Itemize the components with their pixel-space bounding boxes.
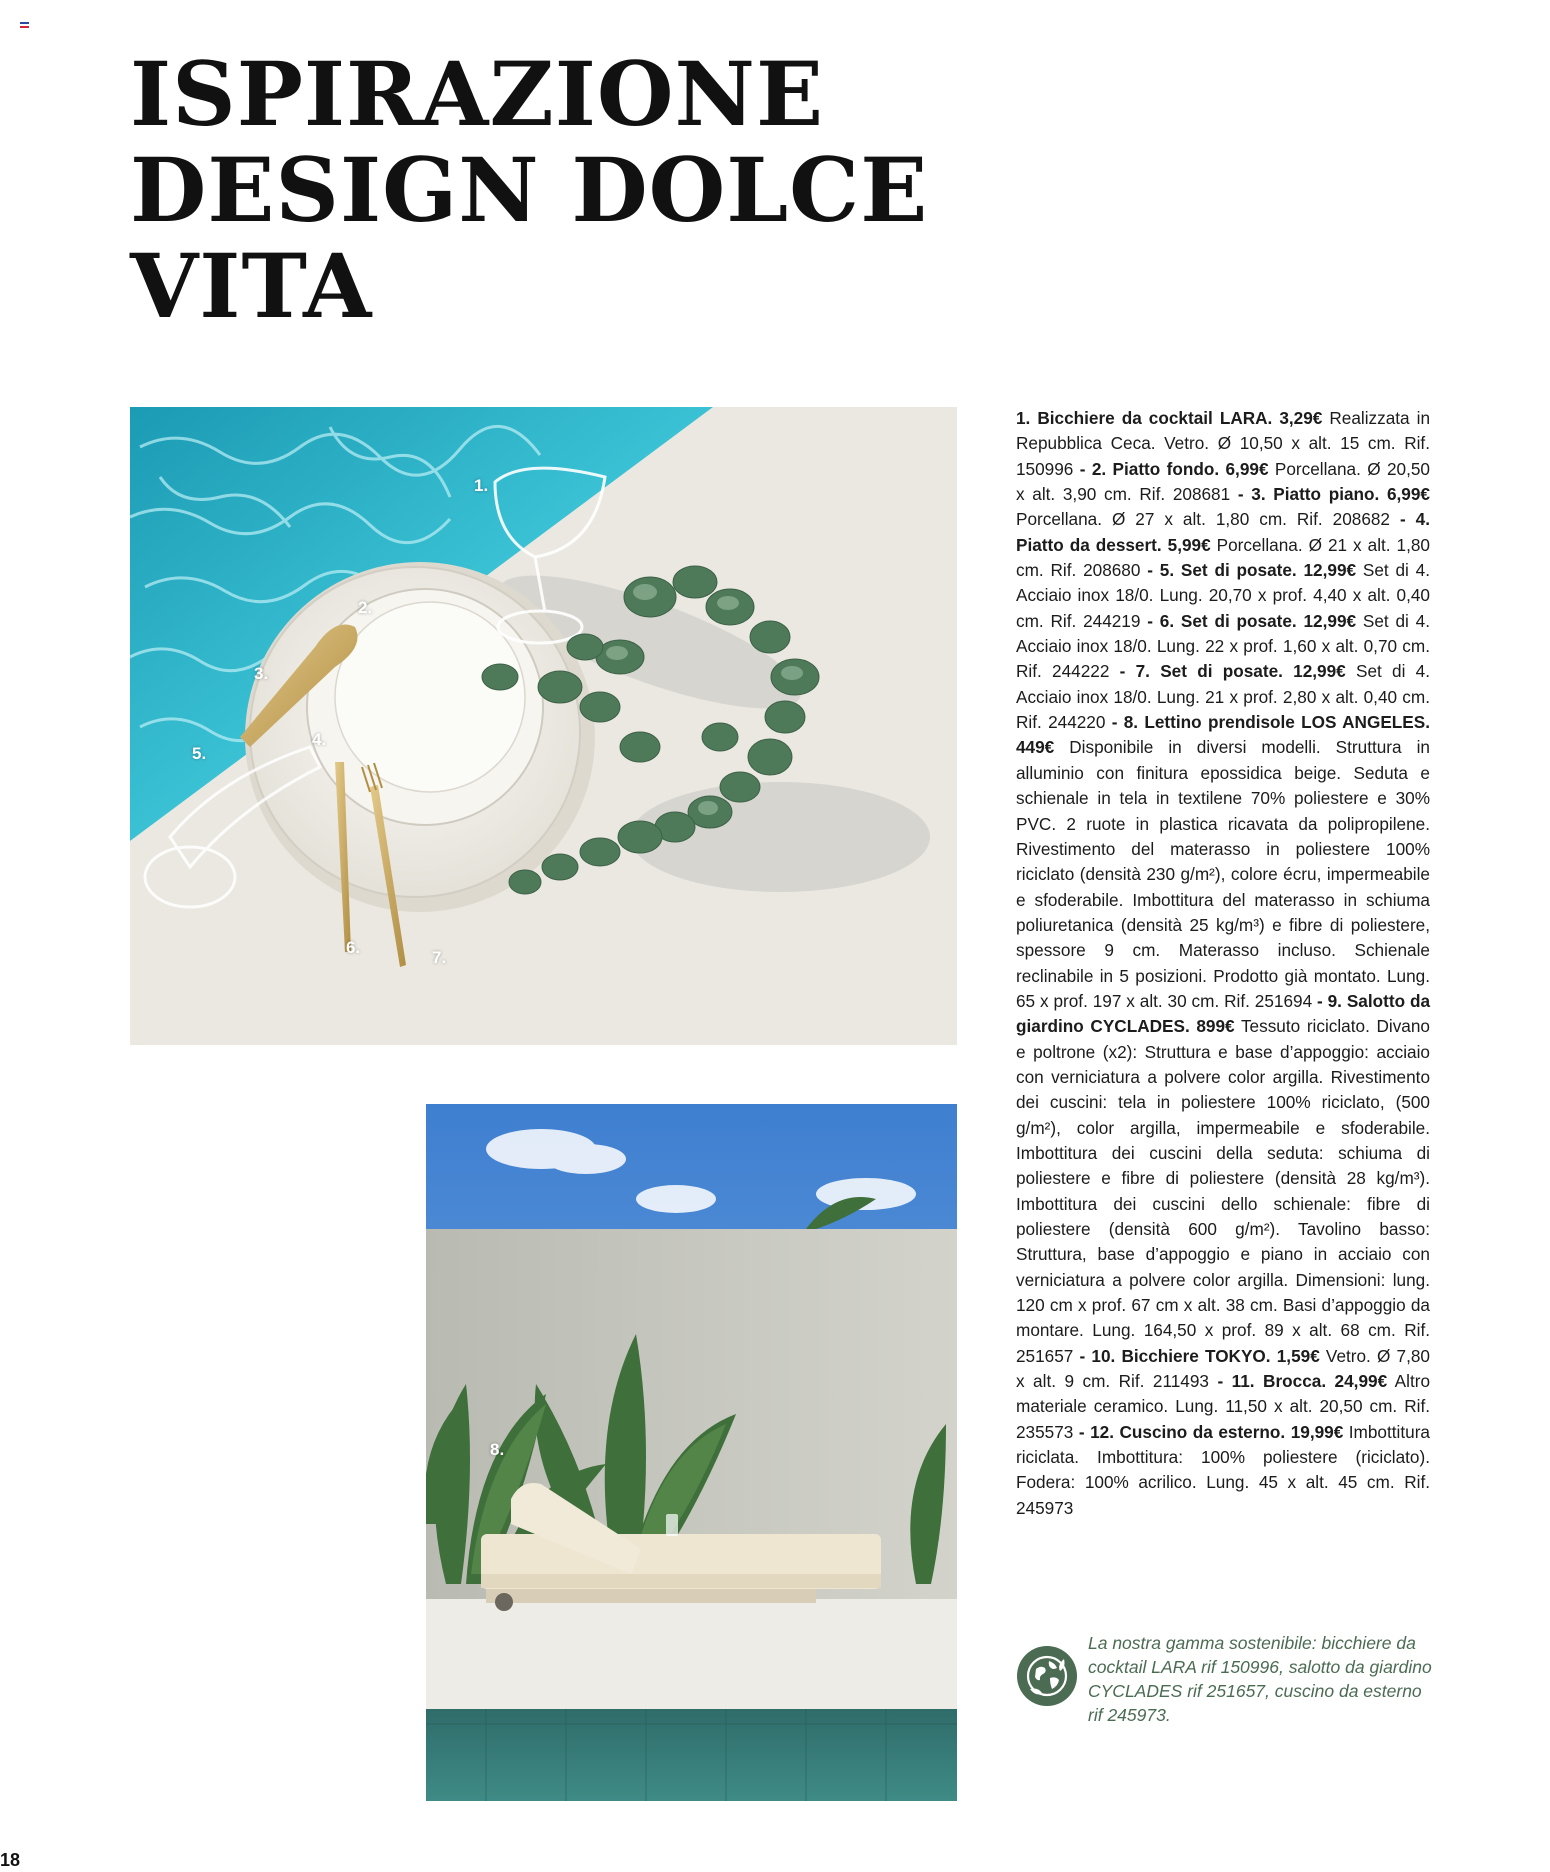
photo-label-5: 5. — [192, 744, 207, 763]
item-1-title: 1. Bicchiere da cocktail LARA. 3,29€ — [1016, 408, 1323, 428]
item-2-details: Porcellana. Ø 20,50 x alt. 3,90 cm. Rif. 208681 — [1016, 458, 1430, 505]
item-7-title: - 7. Set di posate. 12,99€ — [1119, 661, 1346, 682]
item-6-title: - 6. Set di posate. 12,99€ — [1147, 610, 1357, 631]
tableware-photo — [130, 407, 957, 1045]
photo-label-3: 3. — [254, 664, 269, 683]
item-3-title: - 3. Piatto piano. 6,99€ — [1237, 484, 1430, 505]
item-4-details: Porcellana. Ø 21 x alt. 1,80 cm. Rif. 208680 — [1016, 534, 1430, 581]
item-8-details: Disponibile in diversi modelli. Struttura in alluminio con finitura epossidica beige. Seduta e schienale in tela in textilene 70% poliestere e 30% PVC. 2 ruote in plastica ricavata da polipropilene. Rivestimento del materasso in poliestere 100% riciclato (densità 230 g/m²), colore écru, impermeabile e sfoderabile. Imbottitura del materasso in schiuma poliuretanica (densità 25 kg/m³) e fibre di poliestere, spessore 9 cm. Materasso incluso. Schienale reclinabile in 5 posizioni. Prodotto già montato. Lung. 65 x prof. 197 x alt. 30 cm. Rif. 251694 — [1016, 737, 1430, 1011]
photo-label-2: 2. — [358, 598, 373, 617]
sustainability-note — [1016, 1627, 1436, 1737]
item-12-title: - 12. Cuscino da esterno. 19,99€ — [1078, 1421, 1344, 1442]
title-line-1: ISPIRAZIONE — [130, 42, 825, 146]
photo-label-7: 7. — [432, 948, 447, 967]
item-1-details: Realizzata in Repubblica Ceca. Vetro. Ø 10,50 x alt. 15 cm. Rif. 150996 — [1016, 408, 1430, 479]
sunlounger-photo — [426, 1104, 957, 1801]
title-line-2: DESIGN DOLCE — [130, 138, 929, 242]
photo-label-1: 1. — [474, 476, 489, 495]
page-title — [130, 42, 929, 338]
page-number: 18 — [0, 1850, 21, 1870]
item-7-details: Set di 4. Acciaio inox 18/0. Lung. 21 x prof. 2,80 x alt. 0,40 cm. Rif. 244220 — [1016, 661, 1430, 733]
item-2-title: - 2. Piatto fondo. 6,99€ — [1079, 458, 1269, 479]
product-description — [1016, 406, 1430, 1521]
item-11-title: - 11. Brocca. 24,99€ — [1217, 1371, 1388, 1392]
sustainability-text: La nostra gamma sostenibile: bicchiere da cocktail LARA rif 150996, salotto da giardino CYCLADES rif 251657, cuscino da esterno rif 245973. — [1088, 1633, 1432, 1725]
photo-label-6: 6. — [346, 938, 361, 957]
item-11-details: Altro materiale ceramico. Lung. 11,50 x alt. 20,50 cm. Rif. 235573 — [1016, 1371, 1430, 1442]
item-6-details: Set di 4. Acciaio inox 18/0. Lung. 22 x prof. 1,60 x alt. 0,70 cm. Rif. 244222 — [1016, 610, 1430, 682]
item-10-details: Vetro. Ø 7,80 x alt. 9 cm. Rif. 211493 — [1016, 1345, 1430, 1392]
title-line-3: VITA — [130, 234, 373, 338]
item-9-title: - 9. Salotto da giardino CYCLADES. 899€ — [1016, 990, 1431, 1037]
photo-label-8: 8. — [490, 1440, 505, 1459]
item-5-details: Set di 4. Acciaio inox 18/0. Lung. 20,70 x prof. 4,40 x alt. 0,40 cm. Rif. 244219 — [1016, 560, 1430, 631]
flag-icon — [20, 22, 29, 28]
photo-label-4: 4. — [312, 730, 327, 749]
item-12-details: Imbottitura riciclata. Imbottitura: 100% poliestere (riciclato). Fodera: 100% acrilico. Lung. 45 x alt. 45 cm. Rif. 245973 — [1016, 1421, 1430, 1518]
item-9-details: Tessuto riciclato. Divano e poltrone (x2): Struttura e base d’appoggio: acciaio con verniciatura a polvere color argilla. Rivestimento dei cuscini: tela in poliestere 100% riciclato, (500 g/m²), color argilla, impermeabile e sfoderabile. Imbottitura dei cuscini della seduta: schiuma di poliestere e fibre di poliestere (densità 28 kg/m³). Imbottitura dei cuscini dello schienale: fibre di poliestere (densità 600 g/m²). Tavolino basso: Struttura, base d’appoggio e piano in acciaio con verniciatura a polvere color argilla. Dimensioni: lung. 120 cm x prof. 67 cm x alt. 38 cm. Basi d’appoggio da montare. Lung. 164,50 x prof. 89 x alt. 68 cm. Rif. 251657 — [1016, 1016, 1430, 1366]
item-10-title: - 10. Bicchiere TOKYO. 1,59€ — [1079, 1345, 1320, 1366]
item-3-details: Porcellana. Ø 27 x alt. 1,80 cm. Rif. 208682 — [1016, 509, 1400, 530]
globe-leaf-icon — [1016, 1645, 1078, 1707]
item-8-title: - 8. Lettino prendisole LOS ANGELES. 449€ — [1016, 712, 1430, 758]
item-5-title: - 5. Set di posate. 12,99€ — [1147, 560, 1357, 581]
item-4-title: - 4. Piatto da dessert. 5,99€ — [1016, 509, 1430, 555]
